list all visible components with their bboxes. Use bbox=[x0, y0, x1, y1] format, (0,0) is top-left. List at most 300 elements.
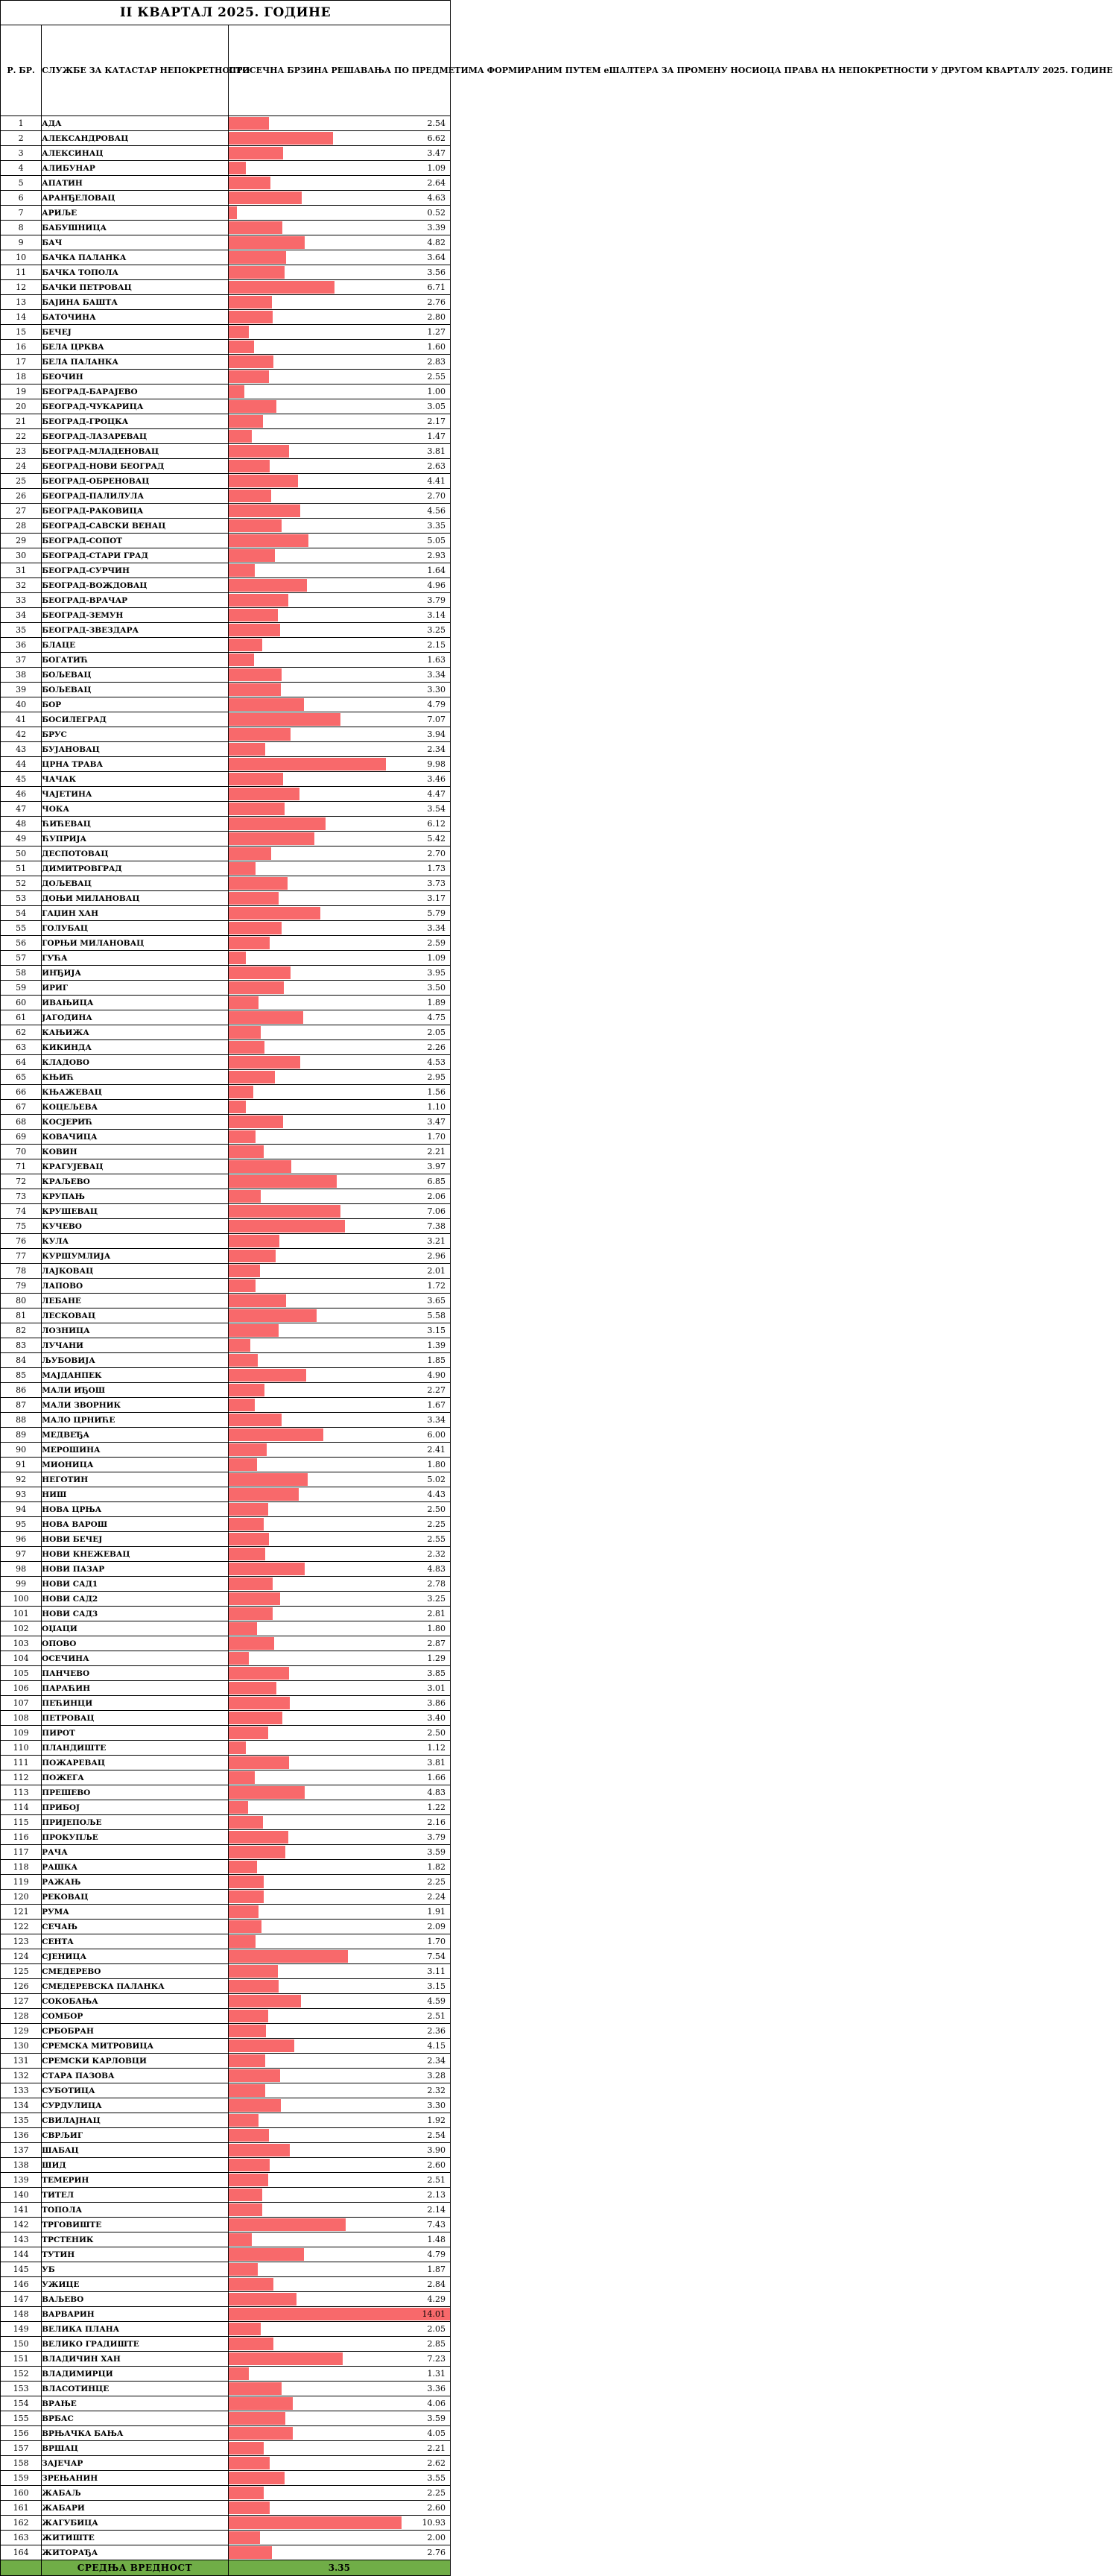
row-number: 107 bbox=[1, 1696, 42, 1711]
table-row bbox=[1, 1636, 451, 1651]
service-name: ТРГОВИШТЕ bbox=[42, 2218, 229, 2232]
service-name: СОКОБАЊА bbox=[42, 1994, 229, 2009]
value-cell bbox=[228, 459, 450, 474]
row-number: 41 bbox=[1, 712, 42, 727]
row-number: 151 bbox=[1, 2352, 42, 2367]
value-cell bbox=[228, 1711, 450, 1726]
table-row bbox=[1, 578, 451, 593]
speed-value: 4.63 bbox=[427, 193, 445, 203]
speed-value: 3.65 bbox=[427, 1296, 445, 1306]
speed-value: 1.09 bbox=[427, 953, 445, 963]
value-cell bbox=[228, 802, 450, 817]
table-row bbox=[1, 906, 451, 921]
speed-value: 7.07 bbox=[427, 715, 445, 724]
value-cell bbox=[228, 563, 450, 578]
speed-value: 3.35 bbox=[427, 521, 445, 531]
service-name: БЕОГРАД-ВРАЧАР bbox=[42, 593, 229, 608]
speed-value: 2.55 bbox=[427, 1534, 445, 1544]
value-cell bbox=[228, 2486, 450, 2501]
table-row bbox=[1, 1472, 451, 1487]
table-row bbox=[1, 951, 451, 966]
speed-value: 2.83 bbox=[427, 357, 445, 367]
row-number: 1 bbox=[1, 116, 42, 131]
row-number: 116 bbox=[1, 1830, 42, 1845]
table-row bbox=[1, 1920, 451, 1934]
value-cell bbox=[228, 176, 450, 191]
row-number: 129 bbox=[1, 2024, 42, 2039]
speed-value: 2.09 bbox=[427, 1922, 445, 1931]
speed-value: 2.96 bbox=[427, 1251, 445, 1261]
row-number: 111 bbox=[1, 1756, 42, 1770]
table-row bbox=[1, 2158, 451, 2173]
row-number: 4 bbox=[1, 161, 42, 176]
row-number: 64 bbox=[1, 1055, 42, 1070]
row-number: 12 bbox=[1, 280, 42, 295]
value-cell bbox=[228, 1115, 450, 1130]
service-name: ЧАЧАК bbox=[42, 772, 229, 787]
value-cell bbox=[228, 742, 450, 757]
value-cell bbox=[228, 1130, 450, 1145]
table-row bbox=[1, 1338, 451, 1353]
speed-value: 1.39 bbox=[427, 1341, 445, 1350]
row-number: 74 bbox=[1, 1204, 42, 1219]
value-cell bbox=[228, 2188, 450, 2203]
speed-value: 2.85 bbox=[427, 2339, 445, 2349]
service-name: СУРДУЛИЦА bbox=[42, 2098, 229, 2113]
speed-value: 3.17 bbox=[427, 893, 445, 903]
value-cell bbox=[228, 2352, 450, 2367]
value-cell bbox=[228, 1294, 450, 1308]
service-name: ЗАЈЕЧАР bbox=[42, 2456, 229, 2471]
table-row bbox=[1, 2203, 451, 2218]
table-row bbox=[1, 191, 451, 206]
value-cell bbox=[228, 1070, 450, 1085]
service-name: БОСИЛЕГРАД bbox=[42, 712, 229, 727]
service-name: БЕОГРАД-ПАЛИЛУЛА bbox=[42, 489, 229, 504]
service-name: СРБОБРАН bbox=[42, 2024, 229, 2039]
speed-value: 2.63 bbox=[427, 461, 445, 471]
row-number: 79 bbox=[1, 1279, 42, 1294]
row-number: 8 bbox=[1, 221, 42, 235]
value-cell bbox=[228, 1979, 450, 1994]
row-number: 125 bbox=[1, 1964, 42, 1979]
value-cell bbox=[228, 1085, 450, 1100]
table-row bbox=[1, 996, 451, 1010]
service-name: БЛАЦЕ bbox=[42, 638, 229, 653]
speed-value: 2.62 bbox=[427, 2458, 445, 2468]
row-number: 131 bbox=[1, 2054, 42, 2069]
service-name: МАЛО ЦРНИЋЕ bbox=[42, 1413, 229, 1428]
table-row bbox=[1, 235, 451, 250]
speed-value: 14.01 bbox=[422, 2309, 445, 2319]
table-row bbox=[1, 1010, 451, 1025]
table-row bbox=[1, 1264, 451, 1279]
service-name: ТУТИН bbox=[42, 2247, 229, 2262]
speed-value: 1.56 bbox=[427, 1087, 445, 1097]
value-cell bbox=[228, 757, 450, 772]
row-number: 11 bbox=[1, 265, 42, 280]
table-row bbox=[1, 2456, 451, 2471]
service-name: ЈАГОДИНА bbox=[42, 1010, 229, 1025]
speed-value: 3.86 bbox=[427, 1698, 445, 1708]
service-name: БЕОЧИН bbox=[42, 370, 229, 384]
value-cell bbox=[228, 1413, 450, 1428]
table-row bbox=[1, 1040, 451, 1055]
service-name: КОЦЕЉЕВА bbox=[42, 1100, 229, 1115]
service-name: МИОНИЦА bbox=[42, 1458, 229, 1472]
service-name: АДА bbox=[42, 116, 229, 131]
table-row bbox=[1, 861, 451, 876]
speed-value: 2.50 bbox=[427, 1728, 445, 1738]
value-cell bbox=[228, 2218, 450, 2232]
row-number: 155 bbox=[1, 2411, 42, 2426]
value-cell bbox=[228, 787, 450, 802]
service-name: БАЈИНА БАШТА bbox=[42, 295, 229, 310]
value-cell bbox=[228, 936, 450, 951]
speed-value: 2.81 bbox=[427, 1609, 445, 1618]
table-row bbox=[1, 1577, 451, 1592]
table-row bbox=[1, 1219, 451, 1234]
row-number: 121 bbox=[1, 1905, 42, 1920]
row-number: 89 bbox=[1, 1428, 42, 1443]
table-row bbox=[1, 1949, 451, 1964]
row-number: 124 bbox=[1, 1949, 42, 1964]
service-name: ВРШАЦ bbox=[42, 2441, 229, 2456]
table-row bbox=[1, 2083, 451, 2098]
speed-value: 1.85 bbox=[427, 1355, 445, 1365]
table-row bbox=[1, 2411, 451, 2426]
row-number: 46 bbox=[1, 787, 42, 802]
speed-value: 2.25 bbox=[427, 1519, 445, 1529]
service-name: ПРОКУПЉЕ bbox=[42, 1830, 229, 1845]
speed-value: 3.59 bbox=[427, 1847, 445, 1857]
speed-value: 2.00 bbox=[427, 2533, 445, 2542]
speed-value: 2.25 bbox=[427, 2488, 445, 2498]
row-number: 6 bbox=[1, 191, 42, 206]
value-cell bbox=[228, 697, 450, 712]
row-number: 18 bbox=[1, 370, 42, 384]
value-cell bbox=[228, 519, 450, 534]
table-row bbox=[1, 399, 451, 414]
row-number: 153 bbox=[1, 2382, 42, 2396]
speed-value: 3.50 bbox=[427, 983, 445, 993]
table-row bbox=[1, 444, 451, 459]
row-number: 43 bbox=[1, 742, 42, 757]
service-name: БЕОГРАД-ОБРЕНОВАЦ bbox=[42, 474, 229, 489]
row-number: 147 bbox=[1, 2292, 42, 2307]
service-name: НОВА ЦРЊА bbox=[42, 1502, 229, 1517]
row-number: 134 bbox=[1, 2098, 42, 2113]
value-cell bbox=[228, 2426, 450, 2441]
service-name: ДОЉЕВАЦ bbox=[42, 876, 229, 891]
table-row bbox=[1, 131, 451, 146]
value-cell bbox=[228, 1383, 450, 1398]
value-cell bbox=[228, 474, 450, 489]
service-name: ВЛАСОТИНЦЕ bbox=[42, 2382, 229, 2396]
speed-value: 1.70 bbox=[427, 1937, 445, 1946]
value-cell bbox=[228, 1875, 450, 1890]
value-cell bbox=[228, 2501, 450, 2516]
value-cell bbox=[228, 2382, 450, 2396]
value-cell bbox=[228, 1025, 450, 1040]
value-cell bbox=[228, 1458, 450, 1472]
row-number: 47 bbox=[1, 802, 42, 817]
row-number: 82 bbox=[1, 1323, 42, 1338]
table-row bbox=[1, 1830, 451, 1845]
speed-value: 2.24 bbox=[427, 1892, 445, 1902]
speed-value: 7.54 bbox=[427, 1952, 445, 1961]
service-name: АЛИБУНАР bbox=[42, 161, 229, 176]
row-number: 162 bbox=[1, 2516, 42, 2531]
speed-value: 2.80 bbox=[427, 312, 445, 322]
speed-value: 2.76 bbox=[427, 2548, 445, 2557]
row-number: 85 bbox=[1, 1368, 42, 1383]
value-cell bbox=[228, 1159, 450, 1174]
value-cell bbox=[228, 116, 450, 131]
value-cell bbox=[228, 310, 450, 325]
value-cell bbox=[228, 2158, 450, 2173]
speed-value: 7.23 bbox=[427, 2354, 445, 2364]
value-cell bbox=[228, 1785, 450, 1800]
table-row bbox=[1, 265, 451, 280]
speed-value: 3.59 bbox=[427, 2414, 445, 2423]
row-number: 135 bbox=[1, 2113, 42, 2128]
table-row bbox=[1, 757, 451, 772]
table-row bbox=[1, 772, 451, 787]
value-cell bbox=[228, 221, 450, 235]
table-row bbox=[1, 1770, 451, 1785]
value-cell bbox=[228, 2247, 450, 2262]
service-name: ИРИГ bbox=[42, 981, 229, 996]
table-row bbox=[1, 1517, 451, 1532]
service-name: НОВИ БЕЧЕЈ bbox=[42, 1532, 229, 1547]
table-row bbox=[1, 891, 451, 906]
value-cell bbox=[228, 1353, 450, 1368]
service-name: КРАГУЈЕВАЦ bbox=[42, 1159, 229, 1174]
table-row bbox=[1, 221, 451, 235]
table-row bbox=[1, 2232, 451, 2247]
value-cell bbox=[228, 683, 450, 697]
table-row bbox=[1, 742, 451, 757]
row-number: 72 bbox=[1, 1174, 42, 1189]
value-cell bbox=[228, 265, 450, 280]
value-cell bbox=[228, 712, 450, 727]
service-name: ГОРЊИ МИЛАНОВАЦ bbox=[42, 936, 229, 951]
speed-value: 3.34 bbox=[427, 923, 445, 933]
service-name: ПИРОТ bbox=[42, 1726, 229, 1741]
speed-value: 1.80 bbox=[427, 1460, 445, 1469]
value-cell bbox=[228, 2009, 450, 2024]
value-cell bbox=[228, 1368, 450, 1383]
service-name: КЊИЋ bbox=[42, 1070, 229, 1085]
speed-value: 2.51 bbox=[427, 2011, 445, 2021]
speed-value: 6.85 bbox=[427, 1177, 445, 1186]
row-number: 25 bbox=[1, 474, 42, 489]
service-name: ПРИБОЈ bbox=[42, 1800, 229, 1815]
table-row bbox=[1, 1353, 451, 1368]
speed-value: 2.01 bbox=[427, 1266, 445, 1276]
service-name: ПРИЈЕПОЉЕ bbox=[42, 1815, 229, 1830]
row-number: 91 bbox=[1, 1458, 42, 1472]
header-service: СЛУЖБЕ ЗА КАТАСТАР НЕПОКРЕТНОСТИ bbox=[42, 25, 229, 116]
speed-value: 3.40 bbox=[427, 1713, 445, 1723]
value-cell bbox=[228, 206, 450, 221]
row-number: 127 bbox=[1, 1994, 42, 2009]
value-cell bbox=[228, 1040, 450, 1055]
table-row bbox=[1, 1845, 451, 1860]
value-cell bbox=[228, 1279, 450, 1294]
value-cell bbox=[228, 429, 450, 444]
value-cell bbox=[228, 817, 450, 832]
service-name: ВРАЊЕ bbox=[42, 2396, 229, 2411]
row-number: 15 bbox=[1, 325, 42, 340]
speed-value: 1.70 bbox=[427, 1132, 445, 1142]
table-row bbox=[1, 2382, 451, 2396]
speed-value: 3.30 bbox=[427, 2101, 445, 2110]
row-number: 81 bbox=[1, 1308, 42, 1323]
row-number: 161 bbox=[1, 2501, 42, 2516]
speed-value: 3.79 bbox=[427, 595, 445, 605]
value-cell bbox=[228, 1517, 450, 1532]
speed-value: 2.13 bbox=[427, 2190, 445, 2200]
table-row bbox=[1, 2128, 451, 2143]
value-cell bbox=[228, 1234, 450, 1249]
speed-value: 1.27 bbox=[427, 327, 445, 337]
service-name: БЕОГРАД-ЗЕМУН bbox=[42, 608, 229, 623]
speed-value: 4.90 bbox=[427, 1370, 445, 1380]
service-name: БЕОГРАД-СУРЧИН bbox=[42, 563, 229, 578]
speed-value: 4.47 bbox=[427, 789, 445, 799]
value-cell bbox=[228, 2516, 450, 2531]
service-name: ЧОКА bbox=[42, 802, 229, 817]
table-row bbox=[1, 459, 451, 474]
service-name: БАТОЧИНА bbox=[42, 310, 229, 325]
value-cell bbox=[228, 2411, 450, 2426]
row-number: 103 bbox=[1, 1636, 42, 1651]
service-name: ВЛАДИМИРЦИ bbox=[42, 2367, 229, 2382]
row-number: 50 bbox=[1, 846, 42, 861]
value-cell bbox=[228, 2531, 450, 2545]
service-name: ЛЕСКОВАЦ bbox=[42, 1308, 229, 1323]
value-cell bbox=[228, 2143, 450, 2158]
speed-value: 4.53 bbox=[427, 1057, 445, 1067]
service-name: ТРСТЕНИК bbox=[42, 2232, 229, 2247]
row-number: 97 bbox=[1, 1547, 42, 1562]
table-row bbox=[1, 1547, 451, 1562]
row-number: 9 bbox=[1, 235, 42, 250]
table-row bbox=[1, 1100, 451, 1115]
value-cell bbox=[228, 1398, 450, 1413]
row-number: 87 bbox=[1, 1398, 42, 1413]
table-row bbox=[1, 2501, 451, 2516]
average-blank-cell bbox=[1, 2560, 42, 2576]
row-number: 160 bbox=[1, 2486, 42, 2501]
service-name: КУЛА bbox=[42, 1234, 229, 1249]
speed-value: 6.62 bbox=[427, 133, 445, 143]
speed-value: 3.30 bbox=[427, 685, 445, 694]
service-name: НОВИ САД2 bbox=[42, 1592, 229, 1607]
speed-value: 5.02 bbox=[427, 1475, 445, 1484]
speed-value: 1.89 bbox=[427, 998, 445, 1007]
table-row bbox=[1, 1815, 451, 1830]
speed-value: 2.54 bbox=[427, 2130, 445, 2140]
row-number: 28 bbox=[1, 519, 42, 534]
table-row bbox=[1, 206, 451, 221]
value-cell bbox=[228, 1815, 450, 1830]
service-name: БУЈАНОВАЦ bbox=[42, 742, 229, 757]
table-row bbox=[1, 563, 451, 578]
service-name: БАЧКА ТОПОЛА bbox=[42, 265, 229, 280]
speed-value: 6.12 bbox=[427, 819, 445, 829]
row-number: 35 bbox=[1, 623, 42, 638]
row-number: 123 bbox=[1, 1934, 42, 1949]
value-cell bbox=[228, 2367, 450, 2382]
speed-value: 3.94 bbox=[427, 730, 445, 739]
service-name: КЊАЖЕВАЦ bbox=[42, 1085, 229, 1100]
speed-value: 10.93 bbox=[422, 2518, 445, 2528]
value-cell bbox=[228, 280, 450, 295]
table-row bbox=[1, 1279, 451, 1294]
row-number: 150 bbox=[1, 2337, 42, 2352]
value-cell bbox=[228, 1741, 450, 1756]
value-cell bbox=[228, 370, 450, 384]
speed-value: 1.73 bbox=[427, 864, 445, 873]
value-cell bbox=[228, 504, 450, 519]
row-number: 69 bbox=[1, 1130, 42, 1145]
service-name: ОПОВО bbox=[42, 1636, 229, 1651]
speed-value: 3.34 bbox=[427, 670, 445, 680]
service-name: МАЈДАНПЕК bbox=[42, 1368, 229, 1383]
value-cell bbox=[228, 1189, 450, 1204]
value-cell bbox=[228, 1547, 450, 1562]
row-number: 45 bbox=[1, 772, 42, 787]
value-cell bbox=[228, 951, 450, 966]
service-name: ЛУЧАНИ bbox=[42, 1338, 229, 1353]
speed-value: 1.87 bbox=[427, 2265, 445, 2274]
row-number: 128 bbox=[1, 2009, 42, 2024]
row-number: 29 bbox=[1, 534, 42, 548]
table-row bbox=[1, 832, 451, 846]
speed-value: 3.81 bbox=[427, 446, 445, 456]
value-cell bbox=[228, 1338, 450, 1353]
speed-value: 3.14 bbox=[427, 610, 445, 620]
value-cell bbox=[228, 996, 450, 1010]
value-cell bbox=[228, 623, 450, 638]
table-row bbox=[1, 2009, 451, 2024]
table-row bbox=[1, 548, 451, 563]
speed-value: 1.67 bbox=[427, 1400, 445, 1410]
table-row bbox=[1, 1607, 451, 1621]
value-cell bbox=[228, 608, 450, 623]
row-number: 44 bbox=[1, 757, 42, 772]
value-cell bbox=[228, 891, 450, 906]
value-cell bbox=[228, 1934, 450, 1949]
row-number: 117 bbox=[1, 1845, 42, 1860]
service-name: РАШКА bbox=[42, 1860, 229, 1875]
speed-value: 2.41 bbox=[427, 1445, 445, 1455]
speed-value: 2.32 bbox=[427, 1549, 445, 1559]
table-row bbox=[1, 2322, 451, 2337]
speed-value: 2.70 bbox=[427, 849, 445, 858]
speed-value: 5.58 bbox=[427, 1311, 445, 1320]
row-number: 110 bbox=[1, 1741, 42, 1756]
value-cell bbox=[228, 1204, 450, 1219]
row-number: 158 bbox=[1, 2456, 42, 2471]
row-number: 154 bbox=[1, 2396, 42, 2411]
service-name: БЕЧЕЈ bbox=[42, 325, 229, 340]
table-row bbox=[1, 1025, 451, 1040]
table-row bbox=[1, 280, 451, 295]
